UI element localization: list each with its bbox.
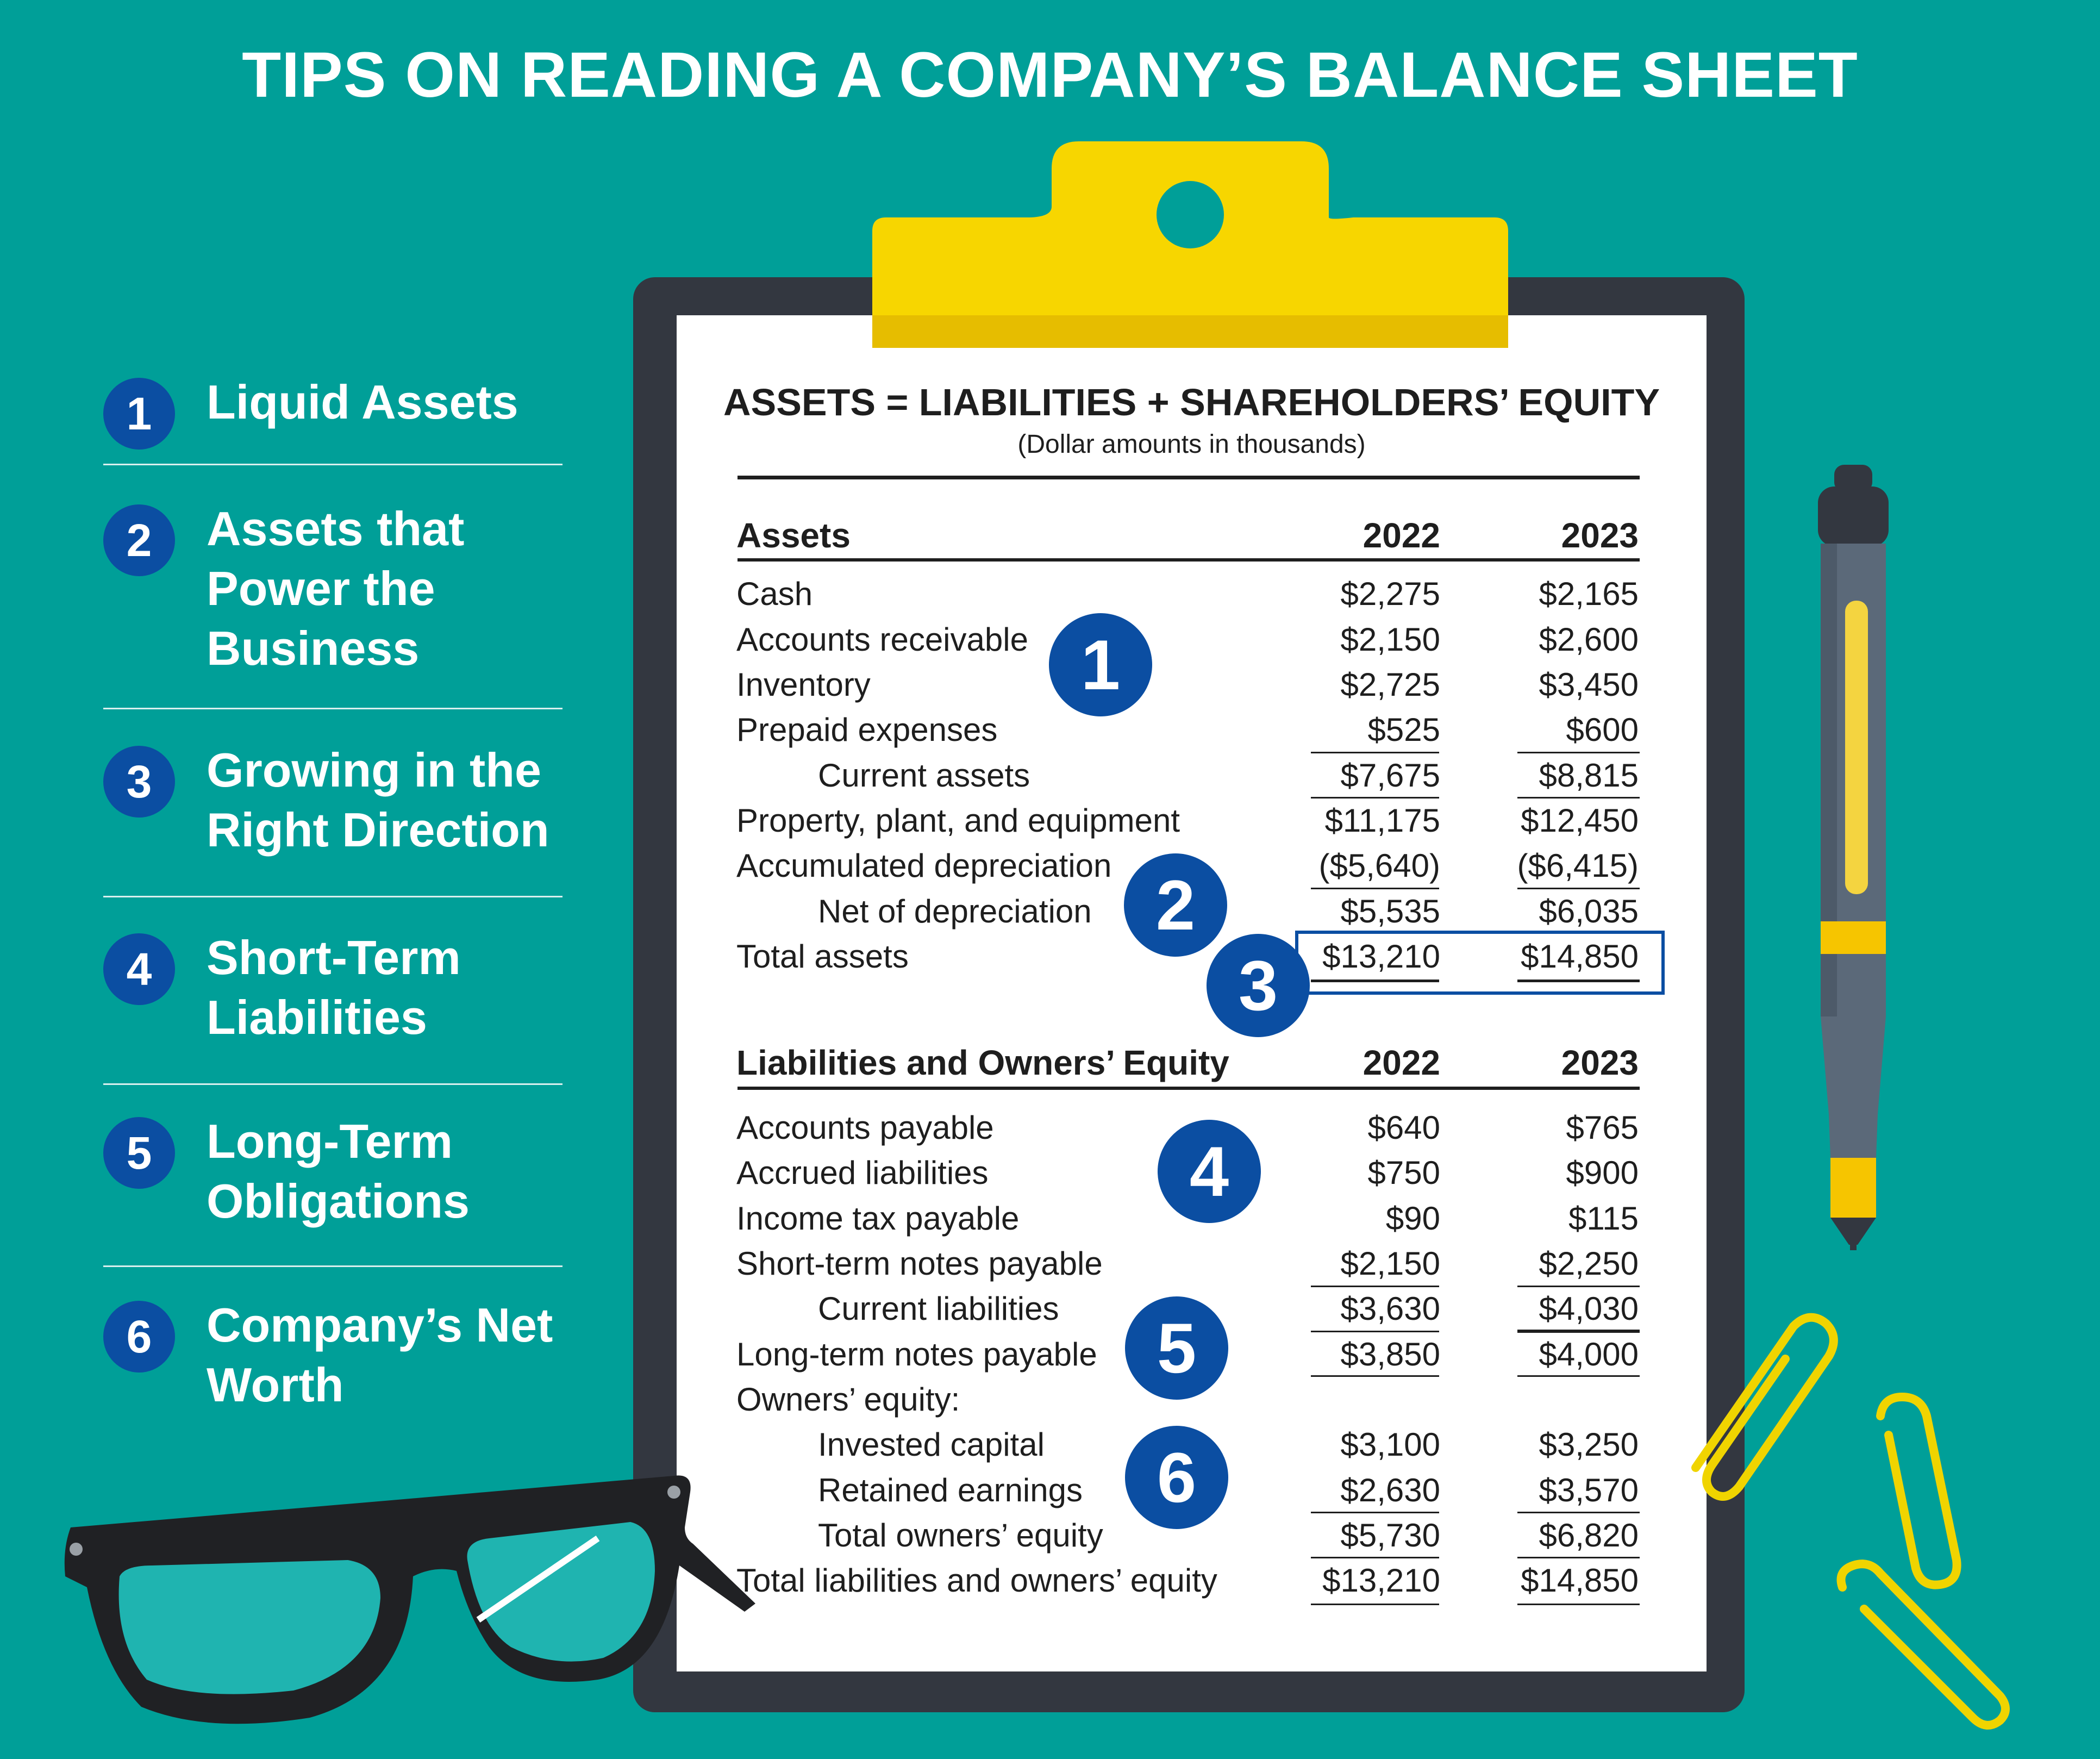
tip-label: Company’s Net Worth (207, 1298, 553, 1412)
liability-row-label: Total owners’ equity (818, 1517, 1103, 1554)
asset-value-2023: $6,035 (1539, 893, 1639, 930)
divider (103, 1265, 562, 1267)
asset-value-2022: $2,275 (1340, 576, 1440, 612)
liability-value-2023: $3,250 (1539, 1426, 1639, 1463)
liabilities-year-2022: 2022 (1362, 1043, 1440, 1082)
liability-value-2023: $900 (1566, 1155, 1639, 1191)
divider (103, 708, 562, 709)
divider (1311, 1331, 1439, 1332)
divider (1517, 1604, 1640, 1605)
page-title: TIPS ON READING A COMPANY’S BALANCE SHEET (242, 39, 1858, 111)
divider (103, 1083, 562, 1085)
liability-value-2023: $4,000 (1539, 1336, 1639, 1373)
divider (1517, 1330, 1640, 1333)
asset-value-2022: $7,675 (1340, 757, 1440, 794)
tip-number-badge: 2 (103, 504, 175, 576)
sheet-heading: ASSETS = LIABILITIES + SHAREHOLDERS’ EQUITY (723, 381, 1660, 423)
liability-row-label: Short-term notes payable (736, 1245, 1103, 1282)
divider (1311, 888, 1439, 889)
asset-value-2023: $3,450 (1539, 666, 1639, 703)
liability-value-2023: $3,570 (1539, 1472, 1639, 1508)
liability-value-2023: $2,250 (1539, 1245, 1639, 1282)
tip-label: Growing in the Right Direction (207, 743, 549, 857)
asset-value-2022: ($5,640) (1318, 847, 1440, 884)
asset-row-label: Total assets (736, 938, 909, 975)
asset-value-2023: $12,450 (1521, 802, 1639, 839)
asset-value-2022: $13,210 (1322, 938, 1440, 975)
divider (738, 476, 1640, 479)
liability-row-label: Long-term notes payable (736, 1336, 1097, 1373)
asset-value-2023: $600 (1566, 712, 1639, 748)
divider (1311, 752, 1439, 753)
liability-value-2022: $3,100 (1340, 1426, 1440, 1463)
liability-row-label: Accrued liabilities (736, 1155, 989, 1191)
callout-badge-4: 4 (1158, 1120, 1261, 1223)
liability-row-label: Current liabilities (818, 1290, 1059, 1327)
callout-badge-1: 1 (1049, 613, 1152, 716)
liability-value-2022: $2,630 (1340, 1472, 1440, 1508)
liability-row-label: Total liabilities and owners’ equity (736, 1562, 1217, 1599)
divider (1517, 1286, 1640, 1287)
liability-value-2023: $4,030 (1539, 1290, 1639, 1327)
tip-label: Long-Term Obligations (207, 1114, 470, 1228)
divider (1517, 1512, 1640, 1513)
liability-value-2022: $3,850 (1340, 1336, 1440, 1373)
assets-year-2023: 2023 (1561, 516, 1639, 555)
liability-value-2022: $750 (1367, 1155, 1440, 1191)
asset-value-2023: $2,600 (1539, 621, 1639, 658)
tip-number-badge: 6 (103, 1301, 175, 1373)
divider (1311, 1375, 1439, 1377)
asset-row-label: Accumulated depreciation (736, 847, 1112, 884)
asset-value-2022: $2,150 (1340, 621, 1440, 658)
asset-row-label: Accounts receivable (736, 621, 1028, 658)
divider (1311, 1512, 1439, 1513)
asset-row-label: Property, plant, and equipment (736, 802, 1180, 839)
asset-value-2022: $11,175 (1324, 802, 1440, 839)
divider (1517, 888, 1640, 889)
liability-value-2022: $3,630 (1340, 1290, 1440, 1327)
glasses-icon (54, 1462, 761, 1745)
assets-header: Assets (736, 516, 851, 555)
asset-value-2022: $5,535 (1340, 893, 1440, 930)
tip-label: Short-Term Liabilities (207, 931, 461, 1044)
tip-number-badge: 5 (103, 1117, 175, 1189)
divider (1517, 797, 1640, 799)
liability-value-2023: $14,850 (1521, 1562, 1639, 1599)
paperclip-icon (1674, 1305, 2054, 1734)
liability-value-2023: $765 (1566, 1109, 1639, 1146)
divider (1311, 1604, 1439, 1605)
liability-value-2022: $13,210 (1322, 1562, 1440, 1599)
clipboard-clip-icon (864, 130, 1516, 353)
liability-value-2023: $6,820 (1539, 1517, 1639, 1554)
asset-row-label: Current assets (818, 757, 1030, 794)
tip-number-badge: 1 (103, 378, 175, 450)
callout-badge-5: 5 (1125, 1296, 1228, 1400)
assets-year-2022: 2022 (1362, 516, 1440, 555)
divider (1311, 797, 1439, 799)
liabilities-header: Liabilities and Owners’ Equity (736, 1043, 1229, 1082)
highlight-box (1295, 931, 1665, 995)
liability-value-2022: $640 (1367, 1109, 1440, 1146)
divider (103, 464, 562, 465)
divider (1311, 1286, 1439, 1287)
liability-row-label: Accounts payable (736, 1109, 994, 1146)
callout-badge-6: 6 (1125, 1426, 1228, 1529)
liability-value-2022: $90 (1385, 1200, 1440, 1237)
tip-number-badge: 3 (103, 746, 175, 818)
liability-value-2022: $5,730 (1340, 1517, 1440, 1554)
pen-icon (1810, 462, 1897, 1250)
asset-value-2023: ($6,415) (1517, 847, 1639, 884)
liability-row-label: Retained earnings (818, 1472, 1083, 1508)
tip-label: Assets that Power the Business (207, 502, 465, 675)
sheet-subheading: (Dollar amounts in thousands) (1017, 430, 1366, 459)
tip-label: Liquid Assets (207, 375, 518, 429)
liability-row-label: Invested capital (818, 1426, 1045, 1463)
asset-row-label: Prepaid expenses (736, 712, 998, 748)
asset-value-2023: $8,815 (1539, 757, 1639, 794)
divider (738, 1087, 1640, 1090)
liability-row-label: Owners’ equity: (736, 1381, 960, 1418)
asset-value-2023: $2,165 (1539, 576, 1639, 612)
divider (103, 896, 562, 897)
divider (1517, 1375, 1640, 1377)
divider (1311, 1557, 1439, 1558)
liabilities-year-2023: 2023 (1561, 1043, 1639, 1082)
asset-row-label: Inventory (736, 666, 871, 703)
asset-row-label: Cash (736, 576, 813, 612)
asset-value-2022: $525 (1367, 712, 1440, 748)
liability-value-2022: $2,150 (1340, 1245, 1440, 1282)
asset-value-2022: $2,725 (1340, 666, 1440, 703)
liability-value-2023: $115 (1568, 1200, 1639, 1237)
divider (738, 558, 1640, 562)
divider (1517, 752, 1640, 753)
callout-badge-3: 3 (1207, 934, 1310, 1037)
divider (1517, 1557, 1640, 1558)
callout-badge-2: 2 (1124, 853, 1227, 957)
liability-row-label: Income tax payable (736, 1200, 1020, 1237)
asset-value-2023: $14,850 (1521, 938, 1639, 975)
tip-number-badge: 4 (103, 933, 175, 1005)
asset-row-label: Net of depreciation (818, 893, 1092, 930)
